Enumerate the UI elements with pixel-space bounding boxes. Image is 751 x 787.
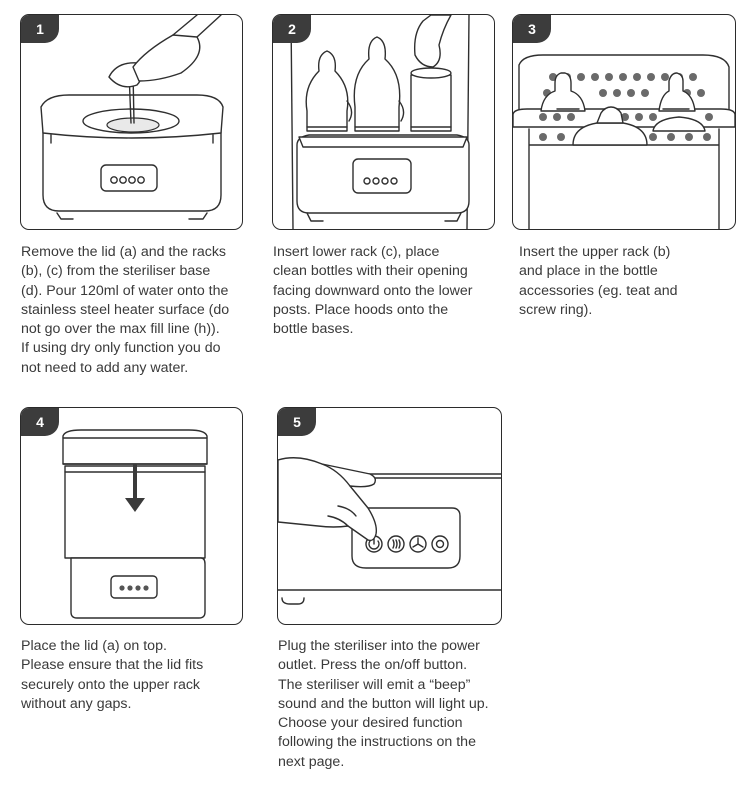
press-power-button-icon bbox=[278, 408, 501, 624]
step-2-line: bottle bases. bbox=[273, 321, 354, 338]
steriliser-base-pour-water-icon bbox=[21, 15, 242, 229]
step-3-line: and place in the bottle bbox=[519, 263, 658, 280]
step-1-line: (b), (c) from the steriliser base bbox=[21, 263, 211, 280]
step-4-caption bbox=[21, 637, 203, 714]
step-2-line: clean bottles with their opening bbox=[273, 263, 468, 280]
step-5-number-badge: 5 bbox=[278, 408, 316, 436]
step-1-line: stainless steel heater surface (do bbox=[21, 301, 230, 318]
step-5-illustration bbox=[277, 407, 502, 625]
step-3-caption bbox=[519, 243, 678, 320]
step-4-line: securely onto the upper rack bbox=[21, 676, 201, 693]
step-2-caption bbox=[273, 243, 473, 339]
step-2-number-badge: 2 bbox=[273, 15, 311, 43]
step-3-line: screw ring). bbox=[519, 301, 593, 318]
step-4-line: Please ensure that the lid fits bbox=[21, 657, 204, 674]
step-1-line: not go over the max fill line (h)). bbox=[21, 321, 220, 338]
step-3-number-badge: 3 bbox=[513, 15, 551, 43]
step-5-line: following the instructions on the bbox=[278, 734, 476, 751]
step-5-line: outlet. Press the on/off button. bbox=[278, 657, 468, 674]
step-1-line: (d). Pour 120ml of water onto the bbox=[21, 282, 229, 299]
lid-on-top-icon bbox=[21, 408, 242, 624]
step-5-line: sound and the button will light up. bbox=[278, 695, 489, 712]
step-2-illustration bbox=[272, 14, 495, 230]
step-3-line: accessories (eg. teat and bbox=[519, 282, 678, 299]
step-5-caption bbox=[278, 637, 489, 772]
step-1-illustration bbox=[20, 14, 243, 230]
bottles-on-lower-rack-icon bbox=[273, 15, 494, 229]
step-4-illustration bbox=[20, 407, 243, 625]
step-2-line: facing downward onto the lower bbox=[273, 282, 473, 299]
step-5-line: Choose your desired function bbox=[278, 715, 463, 732]
step-5-line: The steriliser will emit a “beep” bbox=[278, 676, 471, 693]
step-1-line: Remove the lid (a) and the racks bbox=[21, 244, 227, 260]
step-3-line: Insert the upper rack (b) bbox=[519, 244, 671, 260]
step-3-illustration bbox=[512, 14, 736, 230]
step-5-line: next page. bbox=[278, 753, 345, 770]
step-4-number-badge: 4 bbox=[21, 408, 59, 436]
step-4-line: Place the lid (a) on top. bbox=[21, 638, 167, 654]
step-2-line: posts. Place hoods onto the bbox=[273, 301, 449, 318]
step-1-line: If using dry only function you do bbox=[21, 340, 221, 357]
step-1-line: not need to add any water. bbox=[21, 359, 189, 376]
upper-rack-with-accessories-icon bbox=[513, 15, 735, 229]
step-4-line: without any gaps. bbox=[21, 695, 132, 712]
step-2-line: Insert lower rack (c), place bbox=[273, 244, 440, 260]
step-1-number-badge: 1 bbox=[21, 15, 59, 43]
step-5-line: Plug the steriliser into the power bbox=[278, 638, 480, 654]
step-1-caption bbox=[21, 243, 229, 378]
